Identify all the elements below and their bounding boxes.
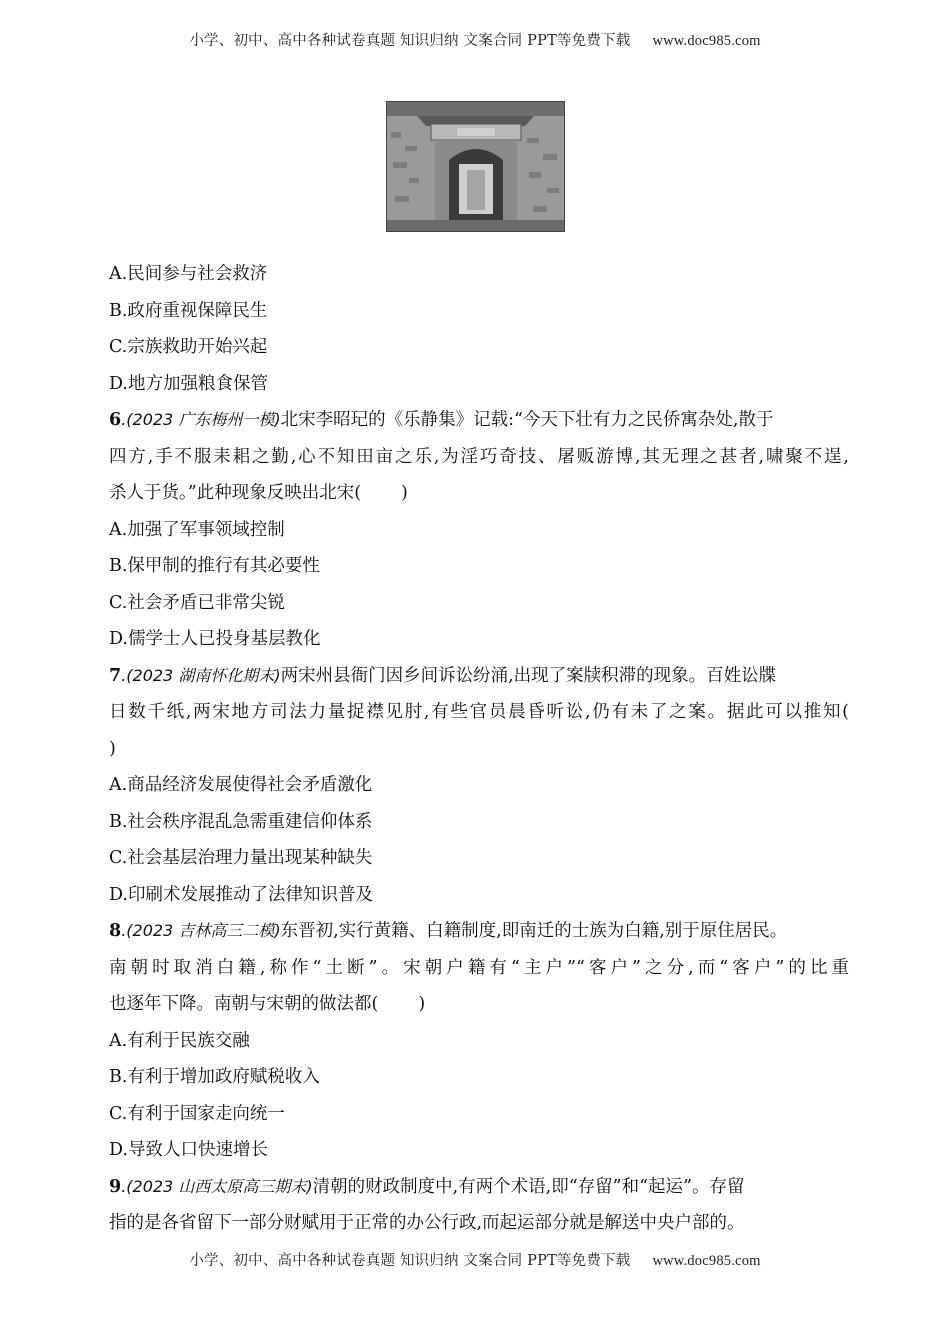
q8-option-d: D.导致人口快速增长 bbox=[109, 1140, 268, 1160]
q5-option-b: B.政府重视保障民生 bbox=[109, 300, 268, 321]
q9-number: 9 bbox=[109, 1176, 122, 1197]
q5-option-c: C.宗族救助开始兴起 bbox=[109, 337, 268, 357]
page-header bbox=[0, 29, 950, 50]
q6-stem-line-1: 6.(2023 广东梅州一模)北宋李昭玘的《乐静集》记载:“今天下壮有力之民侨寓杂处,散于 bbox=[109, 410, 774, 430]
q7-stem-line-1: 7.(2023 湖南怀化期末)两宋州县衙门因乡间诉讼纷涌,出现了案牍积滞的现象。百姓讼牒 bbox=[109, 665, 777, 686]
footer-text: 小学、初中、高中各种试卷真题 知识归纳 文案合同 PPT等免费下载 bbox=[189, 1253, 631, 1269]
q8-source: .(2023 吉林高三二模) bbox=[121, 921, 281, 940]
q7-source: .(2023 湖南怀化期末) bbox=[121, 665, 281, 685]
q7-stem-line-2: 日数千纸,两宋地方司法力量捉襟见肘,有些官员晨昏听讼,仍有未了之案。据此可以推知( bbox=[109, 702, 849, 722]
q8-stem-line-1: 8.(2023 吉林高三二模)东晋初,实行黄籍、白籍制度,即南迁的士族为白籍,别于原住居民。 bbox=[109, 921, 788, 941]
q6-stem-line-3: 杀人于货。”此种现象反映出北宋( ) bbox=[109, 483, 408, 503]
header-text: 小学、初中、高中各种试卷真题 知识归纳 文案合同 PPT等免费下载 bbox=[189, 33, 631, 49]
q6-option-c: C.社会矛盾已非常尖锐 bbox=[109, 592, 285, 613]
q6-option-b: B.保甲制的推行有其必要性 bbox=[109, 556, 320, 576]
q7-option-d: D.印刷术发展推动了法律知识普及 bbox=[109, 884, 373, 905]
page-footer bbox=[0, 1249, 950, 1270]
q8-option-a: A.有利于民族交融 bbox=[109, 1030, 250, 1051]
q7-option-b: B.社会秩序混乱急需重建信仰体系 bbox=[109, 811, 373, 832]
header-site[interactable]: www.doc985.com bbox=[652, 33, 761, 49]
q8-stem-line-2: 南朝时取消白籍,称作“土断”。宋朝户籍有“主户”“客户”之分,而“客户”的比重 bbox=[109, 957, 849, 978]
q8-option-c: C.有利于国家走向统一 bbox=[109, 1103, 285, 1124]
footer-site[interactable]: www.doc985.com bbox=[652, 1253, 761, 1269]
ancestral-hall-photo bbox=[386, 101, 565, 232]
q5-option-d: D.地方加强粮食保管 bbox=[109, 373, 268, 394]
q6-option-a: A.加强了军事领域控制 bbox=[109, 519, 285, 540]
q9-source: .(2023 山西太原高三期末) bbox=[121, 1176, 313, 1196]
q8-stem-line-3: 也逐年下降。南朝与宋朝的做法都( ) bbox=[109, 994, 426, 1014]
q7-option-c: C.社会基层治理力量出现某种缺失 bbox=[109, 848, 373, 868]
q7-option-a: A.商品经济发展使得社会矛盾激化 bbox=[109, 775, 373, 795]
q5-option-a: A.民间参与社会救济 bbox=[109, 264, 268, 284]
q6-option-d: D.儒学士人已投身基层教化 bbox=[109, 629, 321, 649]
q7-number: 7 bbox=[109, 665, 122, 686]
question-content bbox=[109, 256, 849, 1242]
q6-source: .(2023 广东梅州一模) bbox=[121, 410, 281, 429]
q9-stem-line-1: 9.(2023 山西太原高三期末)清朝的财政制度中,有两个术语,即“存留”和“起运”。存留 bbox=[109, 1176, 745, 1197]
gate-image bbox=[387, 102, 564, 231]
q8-option-b: B.有利于增加政府赋税收入 bbox=[109, 1067, 320, 1087]
q6-number: 6 bbox=[109, 410, 122, 430]
q9-stem-line-2: 指的是各省留下一部分财赋用于正常的办公行政,而起运部分就是解送中央户部的。 bbox=[109, 1213, 745, 1233]
q7-stem-line-3: ) bbox=[109, 738, 116, 759]
q6-stem-line-2: 四方,手不服耒耜之勤,心不知田亩之乐,为淫巧奇技、屠贩游博,其无理之甚者,啸聚不逞, bbox=[109, 446, 849, 467]
q8-number: 8 bbox=[109, 921, 122, 941]
